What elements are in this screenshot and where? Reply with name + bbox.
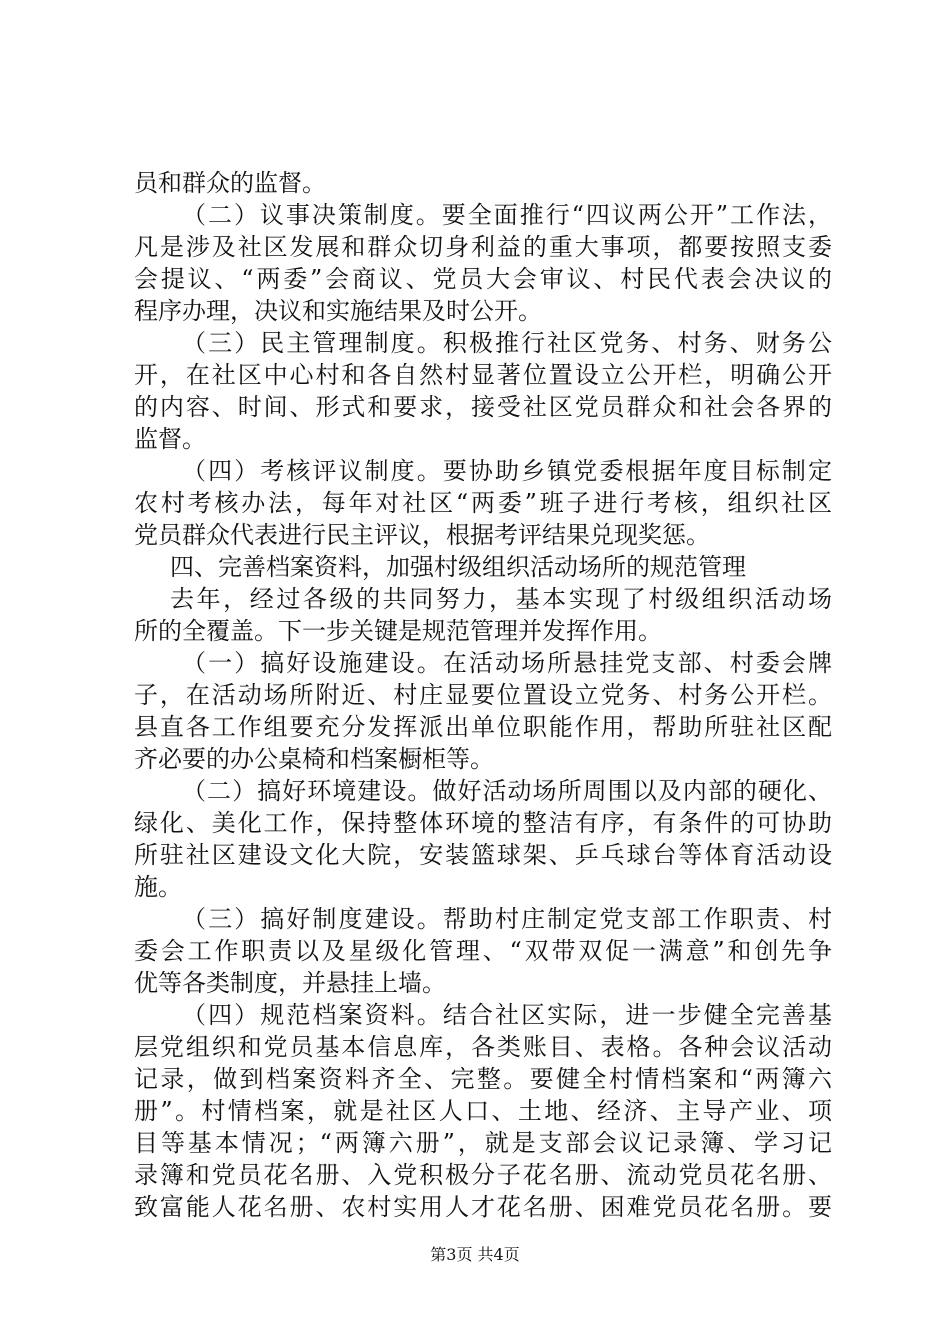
text-line: 委会工作职责以及星级化管理、“双带双促一满意”和创先争 xyxy=(134,937,832,965)
text-line: （四）规范档案资料。结合社区实际，进一步健全完善基 xyxy=(182,1001,832,1029)
text-line: 党员群众代表进行民主评议，根据考评结果兑现奖惩。 xyxy=(134,521,710,549)
text-line: 县直各工作组要充分发挥派出单位职能作用，帮助所驻社区配 xyxy=(134,713,832,741)
text-line: 监督。 xyxy=(134,425,206,453)
document-body xyxy=(134,167,832,1223)
text-line: 记录，做到档案资料齐全、完整。要健全村情档案和“两簿六 xyxy=(134,1065,832,1093)
text-line: （二）议事决策制度。要全面推行“四议两公开”工作法， xyxy=(182,201,832,229)
text-line: 册”。村情档案，就是社区人口、土地、经济、主导产业、项 xyxy=(134,1097,832,1125)
text-line: （一）搞好设施建设。在活动场所悬挂党支部、村委会牌 xyxy=(182,649,832,677)
page-footer: 第3页 共4页 xyxy=(430,1245,520,1264)
text-line: 子，在活动场所附近、村庄显要位置设立党务、村务公开栏。 xyxy=(134,681,832,709)
text-line: 的内容、时间、形式和要求，接受社区党员群众和社会各界的 xyxy=(134,393,832,421)
text-line: （二）搞好环境建设。做好活动场所周围以及内部的硬化、 xyxy=(182,777,832,805)
text-line: 施。 xyxy=(134,873,182,901)
text-line: 去年，经过各级的共同努力，基本实现了村级组织活动场 xyxy=(170,585,832,613)
text-line: （三）民主管理制度。积极推行社区党务、村务、财务公 xyxy=(182,329,832,357)
text-line: 所的全覆盖。下一步关键是规范管理并发挥作用。 xyxy=(134,617,662,645)
text-line: 程序办理，决议和实施结果及时公开。 xyxy=(134,297,542,325)
text-line: 致富能人花名册、农村实用人才花名册、困难党员花名册。要 xyxy=(134,1193,832,1221)
text-line: 所驻社区建设文化大院，安装篮球架、乒乓球台等体育活动设 xyxy=(134,841,832,869)
text-line: 齐必要的办公桌椅和档案橱柜等。 xyxy=(134,745,494,773)
text-line: 绿化、美化工作，保持整体环境的整洁有序，有条件的可协助 xyxy=(134,809,832,837)
text-line: （四）考核评议制度。要协助乡镇党委根据年度目标制定 xyxy=(182,457,832,485)
text-line: 目等基本情况；“两簿六册”，就是支部会议记录簿、学习记 xyxy=(134,1129,832,1157)
text-line: 员和群众的监督。 xyxy=(134,169,326,197)
text-line: 优等各类制度，并悬挂上墙。 xyxy=(134,969,446,997)
text-line: 层党组织和党员基本信息库，各类账目、表格。各种会议活动 xyxy=(134,1033,832,1061)
text-line: 开，在社区中心村和各自然村显著位置设立公开栏，明确公开 xyxy=(134,361,832,389)
text-line: 农村考核办法，每年对社区“两委”班子进行考核，组织社区 xyxy=(134,489,832,517)
text-line: 会提议、“两委”会商议、党员大会审议、村民代表会决议的 xyxy=(134,265,832,293)
text-line: （三）搞好制度建设。帮助村庄制定党支部工作职责、村 xyxy=(182,905,832,933)
text-line: 凡是涉及社区发展和群众切身利益的重大事项，都要按照支委 xyxy=(134,233,832,261)
text-line: 四、完善档案资料，加强村级组织活动场所的规范管理 xyxy=(170,553,746,581)
text-line: 录簿和党员花名册、入党积极分子花名册、流动党员花名册、 xyxy=(134,1161,832,1189)
